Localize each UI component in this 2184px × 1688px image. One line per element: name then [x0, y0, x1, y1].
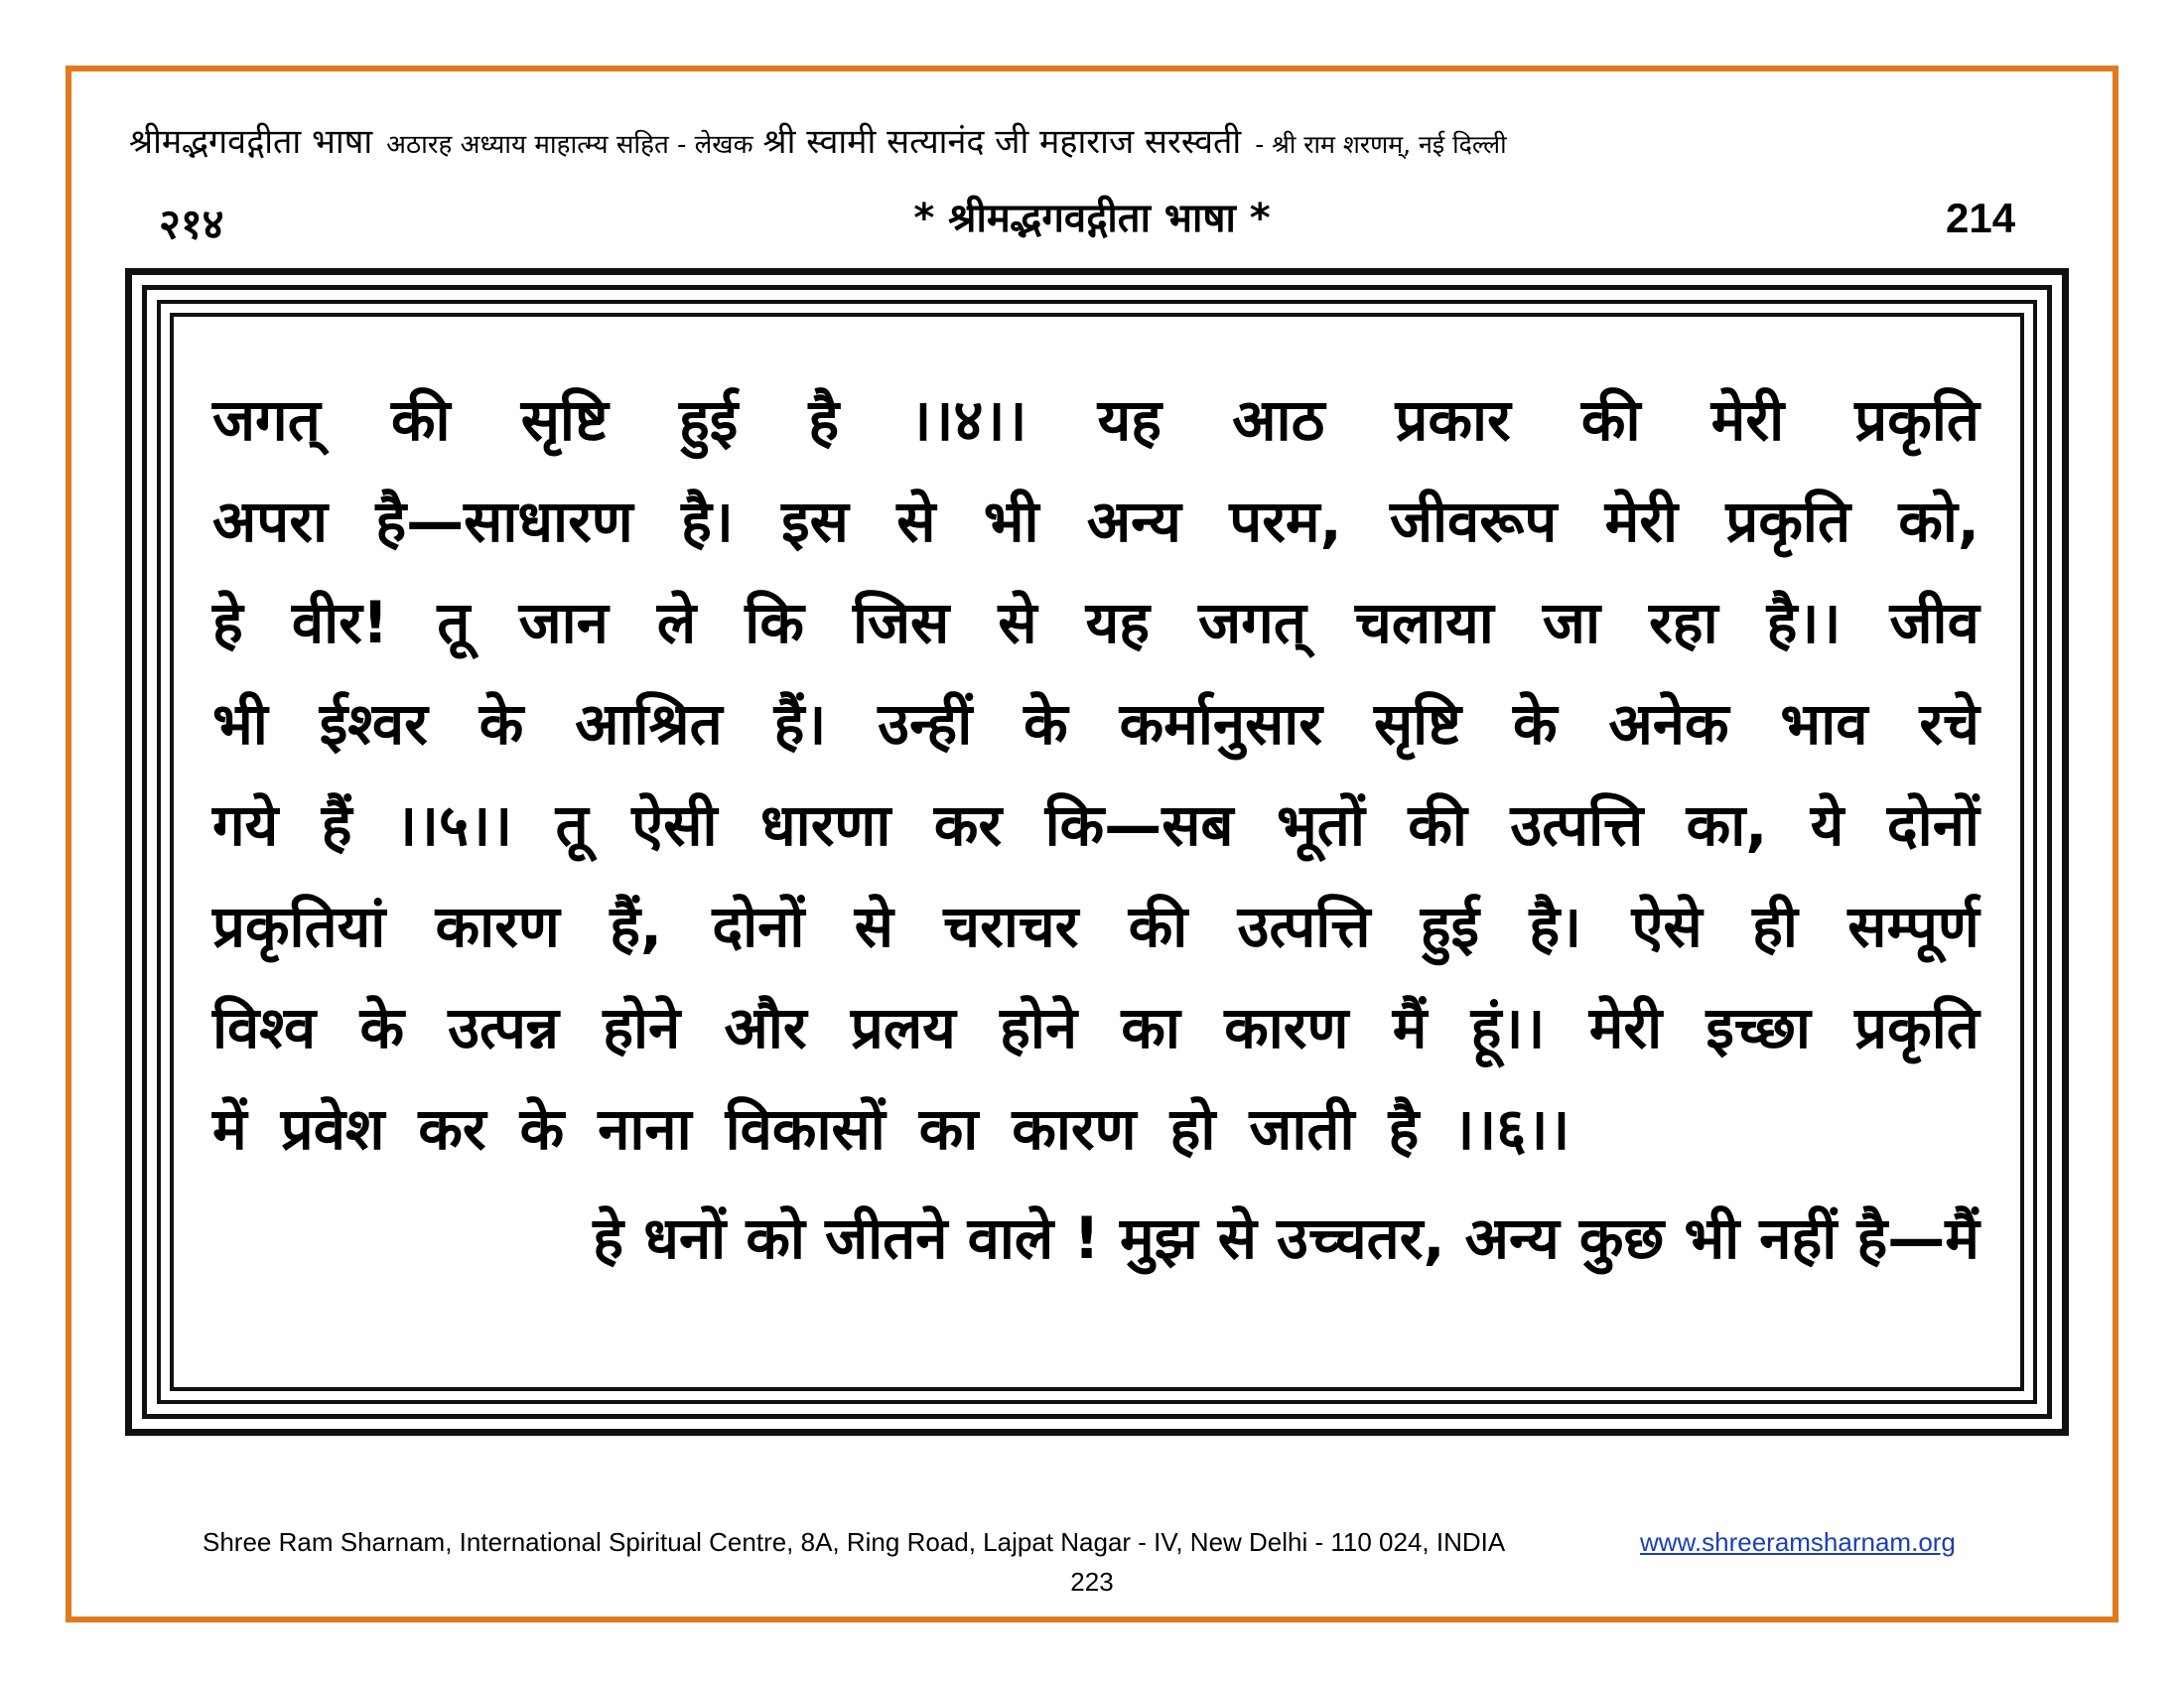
book-publisher: - श्री राम शरणम्, नई दिल्ली — [1255, 130, 1507, 159]
word: ले — [656, 589, 697, 656]
word: होने — [1000, 994, 1078, 1061]
word: हैं। — [773, 690, 827, 758]
word: जान — [518, 589, 609, 656]
word: मेरी — [1710, 386, 1785, 454]
word: की — [1408, 791, 1467, 859]
word: कारण — [435, 893, 560, 960]
paragraph-start-line — [212, 1188, 1979, 1289]
word: विकासों — [725, 1095, 886, 1163]
word: हुई — [1420, 893, 1480, 960]
word: कर — [418, 1095, 486, 1163]
word: जा — [1542, 589, 1600, 656]
word: की — [390, 386, 451, 454]
word: मेरी — [1588, 994, 1663, 1061]
word: चराचर — [943, 893, 1079, 960]
footer-page-number: 223 — [1070, 1567, 1114, 1597]
word: ऐसी — [631, 791, 718, 859]
word: में — [212, 1095, 247, 1163]
word: तू — [555, 791, 589, 859]
word: कारण — [1224, 994, 1349, 1061]
word: ही — [1752, 893, 1798, 960]
word: के — [359, 994, 404, 1061]
word: ।।५।। — [395, 791, 513, 859]
word: की — [1128, 893, 1188, 960]
word: का — [1121, 994, 1180, 1061]
word: के — [478, 690, 524, 758]
word: भाव — [1780, 690, 1868, 758]
word: नाना — [598, 1095, 692, 1163]
word: भूतों — [1277, 791, 1365, 859]
word: कारण — [1012, 1095, 1137, 1163]
word: परम, — [1229, 488, 1342, 555]
word: गये — [212, 791, 279, 859]
word: जगत् — [212, 386, 321, 454]
word: कि—सब — [1044, 791, 1234, 859]
word: हैं — [321, 791, 352, 859]
word: वीर! — [291, 589, 389, 656]
page-number-arabic: 214 — [1946, 195, 2016, 241]
word: रचे — [1919, 690, 1979, 758]
word: आठ — [1232, 386, 1325, 454]
word: हैं, — [610, 893, 663, 960]
text-line-2 — [212, 471, 1979, 572]
word: कि — [745, 589, 804, 656]
word: आश्रित — [575, 690, 723, 758]
text-line-1 — [212, 369, 1979, 471]
word: होने — [603, 994, 681, 1061]
text-line-6 — [212, 876, 1979, 977]
word: धारणा — [760, 791, 891, 859]
word: उत्पत्ति — [1510, 791, 1644, 859]
word: प्रकृति — [1854, 994, 1979, 1061]
word: कर्मानुसार — [1119, 690, 1323, 758]
word: मेरी — [1604, 488, 1679, 555]
word: हूं।। — [1470, 994, 1546, 1061]
word: उत्पत्ति — [1237, 893, 1371, 960]
word: जीव — [1889, 589, 1979, 656]
word: ईश्वर — [319, 690, 428, 758]
book-title: श्रीमद्भगवद्गीता भाषा — [129, 122, 373, 162]
word: दोनों — [1886, 791, 1979, 859]
word: विश्व — [212, 994, 317, 1061]
word: है। — [681, 488, 734, 555]
word: हो — [1169, 1095, 1216, 1163]
word: प्रकृतियां — [212, 893, 386, 960]
text-line-5 — [212, 774, 1979, 876]
word: से — [896, 488, 936, 555]
word: प्रकृति — [1854, 386, 1979, 454]
word: का — [918, 1095, 979, 1163]
text-line-7 — [212, 977, 1979, 1078]
paragraph-start-text: हे धनों को जीतने वाले ! मुझ से उच्चतर, अन्य कुछ भी नहीं है—मैं — [593, 1204, 1979, 1272]
verse-text — [212, 369, 1979, 1289]
word: ।।६।। — [1452, 1095, 1570, 1163]
word: इस — [781, 488, 849, 555]
word: का, — [1686, 791, 1768, 859]
text-line-8 — [212, 1078, 1979, 1180]
word: उन्हीं — [878, 690, 973, 758]
text-line-4 — [212, 673, 1979, 774]
word: है। — [1529, 893, 1582, 960]
book-subtitle: अठारह अध्याय माहात्म्य सहित - लेखक — [386, 130, 753, 160]
word: ऐसे — [1631, 893, 1703, 960]
word: सम्पूर्ण — [1847, 893, 1979, 960]
word: के — [1512, 690, 1558, 758]
word: चलाया — [1354, 589, 1494, 656]
word: प्रलय — [850, 994, 956, 1061]
word: जीवरूप — [1389, 488, 1558, 555]
website-link[interactable]: www.shreeramsharnam.org — [1640, 1527, 1956, 1557]
word: के — [1024, 690, 1068, 758]
word: से — [998, 589, 1037, 656]
word: है—साधारण — [375, 488, 633, 555]
word: यह — [1097, 386, 1162, 454]
word: रहा — [1649, 589, 1718, 656]
footer-address: Shree Ram Sharnam, International Spiritual Centre, 8A, Ring Road, Lajpat Nagar - IV, New Delhi - 110 024, INDIA — [203, 1527, 1506, 1557]
word: मैं — [1392, 994, 1428, 1061]
word: इच्छा — [1706, 994, 1811, 1061]
word: सृष्टि — [520, 386, 609, 454]
word: है — [1388, 1095, 1420, 1163]
word: प्रकार — [1395, 386, 1511, 454]
word: जिस — [852, 589, 950, 656]
word: जाती — [1249, 1095, 1355, 1163]
word: भी — [983, 488, 1039, 555]
word: के — [519, 1095, 565, 1163]
word: ये — [1810, 791, 1844, 859]
book-header — [129, 117, 2065, 167]
word: को, — [1898, 488, 1979, 555]
word: सृष्टि — [1373, 690, 1462, 758]
page-number-devanagari: २१४ — [159, 200, 224, 248]
word: अपरा — [212, 488, 329, 555]
word: यह — [1085, 589, 1151, 656]
word: से — [854, 893, 893, 960]
word: दोनों — [712, 893, 805, 960]
word: की — [1580, 386, 1641, 454]
word: प्रवेश — [280, 1095, 385, 1163]
word: अनेक — [1608, 690, 1729, 758]
word: भी — [212, 690, 268, 758]
word: उत्पन्न — [448, 994, 559, 1061]
book-author: श्री स्वामी सत्यानंद जी महाराज सरस्वती — [762, 122, 1242, 162]
word: तू — [437, 589, 471, 656]
running-title: * श्रीमद्भगवद्गीता भाषा * — [913, 196, 1271, 241]
word: अन्य — [1086, 488, 1181, 555]
word: है — [808, 386, 840, 454]
word: हुई — [678, 386, 739, 454]
word: प्रकृति — [1725, 488, 1851, 555]
word: जगत् — [1198, 589, 1306, 656]
word: कर — [933, 791, 1003, 859]
word: हे — [212, 589, 243, 656]
text-line-3 — [212, 572, 1979, 673]
word: और — [724, 994, 807, 1061]
word: है।। — [1766, 589, 1842, 656]
word: ।।४।। — [909, 386, 1027, 454]
